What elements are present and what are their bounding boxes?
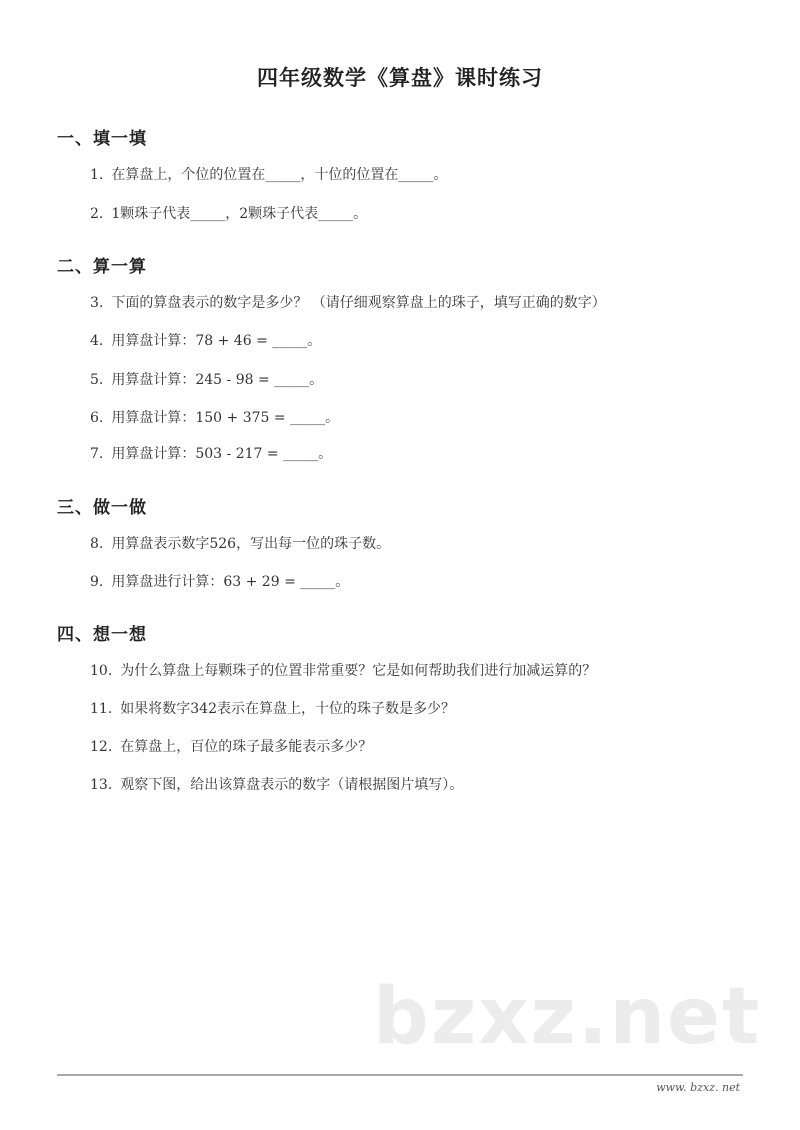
question-number: 8. [90,536,104,552]
page-title: 四年级数学《算盘》课时练习 [257,66,543,90]
question-6 [90,407,339,427]
question-number: 13. [90,777,113,793]
question-text: 下面的算盘表示的数字是多少？ （请仔细观察算盘上的珠子，填写正确的数字） [111,295,606,311]
footer-url: www. bzxz. net [656,1081,740,1094]
question-text: 为什么算盘上每颗珠子的位置非常重要？它是如何帮助我们进行加减运算的？ [120,663,597,679]
question-number: 7. [90,446,104,462]
question-number: 5. [90,372,104,388]
question-text: 用算盘进行计算：63 + 29 = _____。 [111,574,350,590]
question-4 [90,330,321,350]
question-text: 用算盘计算：150 + 375 = _____。 [111,410,340,426]
watermark: bzxz.net [373,972,762,1062]
question-8 [90,533,390,553]
question-number: 10. [90,663,113,679]
section-heading-calculate: 二、算一算 [57,257,147,277]
question-11 [90,698,455,718]
section-heading-think: 四、想一想 [57,625,147,645]
question-2 [90,203,367,223]
question-number: 11. [90,701,113,717]
question-text: 在算盘上，个位的位置在_____，十位的位置在_____。 [111,167,448,183]
question-number: 6. [90,410,104,426]
question-number: 1. [90,167,104,183]
question-number: 3. [90,295,104,311]
question-10 [90,660,596,680]
question-number: 4. [90,333,104,349]
footer-divider [57,1074,743,1076]
question-12 [90,736,372,756]
question-5 [90,369,323,389]
question-text: 1颗珠子代表_____，2颗珠子代表_____。 [111,206,368,222]
question-text: 用算盘计算：503 - 217 = _____。 [111,446,333,462]
question-number: 2. [90,206,104,222]
question-text: 用算盘计算：78 + 46 = _____。 [111,333,322,349]
question-7 [90,443,332,463]
question-13 [90,774,463,794]
question-text: 在算盘上，百位的珠子最多能表示多少？ [120,739,373,755]
question-text: 观察下图，给出该算盘表示的数字（请根据图片填写）。 [120,777,464,793]
section-heading-fill-in: 一、填一填 [57,129,147,149]
question-text: 如果将数字342表示在算盘上，十位的珠子数是多少？ [120,701,455,717]
question-number: 12. [90,739,113,755]
question-number: 9. [90,574,104,590]
question-text: 用算盘计算：245 - 98 = _____。 [111,372,324,388]
question-3 [90,292,606,312]
question-1 [90,164,447,184]
question-9 [90,571,349,591]
section-heading-practice: 三、做一做 [57,498,147,518]
question-text: 用算盘表示数字526，写出每一位的珠子数。 [111,536,391,552]
